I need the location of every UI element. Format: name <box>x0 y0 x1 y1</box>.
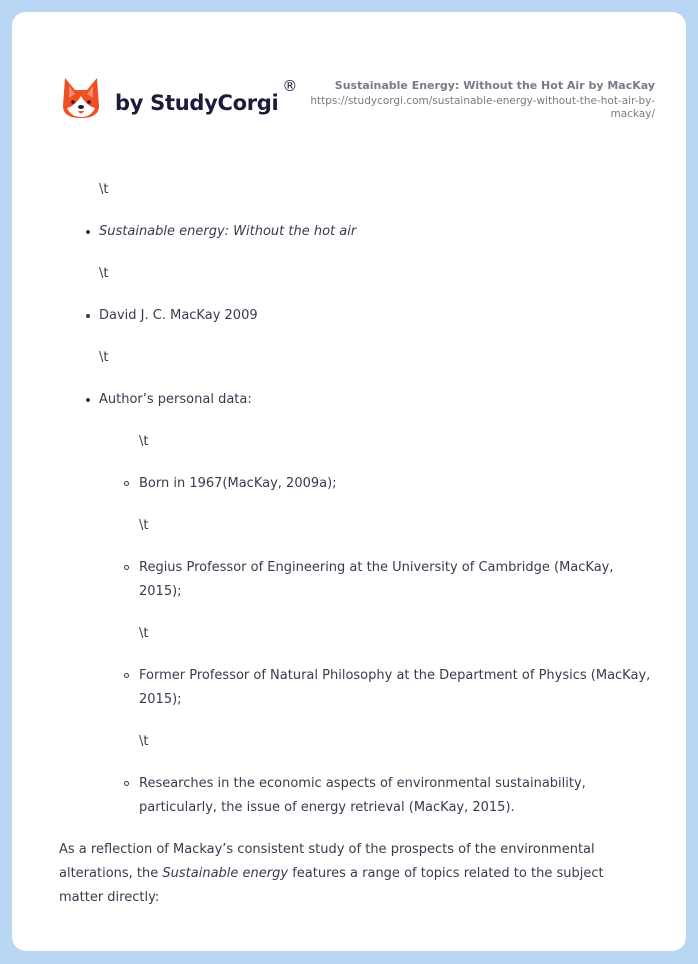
corgi-logo-icon <box>61 76 101 120</box>
main-list <box>59 178 659 820</box>
tab-marker: \t <box>99 182 109 197</box>
sub-list-item: Researches in the economic aspects of environmental sustainability, particularly, the issue of energy retrieval (MacKay, 2015). <box>139 772 659 820</box>
paragraph-text: As a reflection of Mackay’s consistent study of the prospects of the environmental alterations, the <box>59 842 595 881</box>
registered-mark: ® <box>282 77 298 95</box>
book-title: Sustainable energy: Without the hot air <box>99 224 357 239</box>
list-item <box>99 304 659 328</box>
tab-marker: \t <box>139 626 149 641</box>
paragraph-italic: Sustainable energy <box>162 866 289 881</box>
tab-marker: \t <box>99 350 109 365</box>
list-item <box>99 388 659 820</box>
sub-list-item: Regius Professor of Engineering at the University of Cambridge (MacKay, 2015); <box>139 556 659 604</box>
document-card <box>12 12 686 951</box>
document-meta <box>295 78 655 121</box>
paragraph-text: features a range of topics related to the subject matter directly: <box>59 866 604 905</box>
tab-marker: \t <box>139 734 149 749</box>
sub-list-item: Former Professor of Natural Philosophy at the Department of Physics (MacKay, 2015); <box>139 664 659 712</box>
tab-marker: \t <box>139 518 149 533</box>
studycorgi-logo[interactable] <box>61 76 297 120</box>
document-url[interactable]: https://studycorgi.com/sustainable-energy-without-the-hot-air-by-mackay/ <box>310 95 655 120</box>
document-title: Sustainable Energy: Without the Hot Air by MacKay <box>334 79 655 92</box>
document-body <box>59 178 659 923</box>
body-paragraph <box>59 838 649 910</box>
tab-marker: \t <box>139 434 149 449</box>
author-data-label: Author’s personal data: <box>99 392 252 407</box>
author-data-list <box>99 430 659 820</box>
author-year: David J. C. MacKay 2009 <box>99 308 258 323</box>
tab-marker: \t <box>99 266 109 281</box>
brand-name: by StudyCorgi <box>115 91 279 115</box>
list-item <box>99 220 659 244</box>
sub-list-item: Born in 1967(MacKay, 2009a); <box>139 472 659 496</box>
